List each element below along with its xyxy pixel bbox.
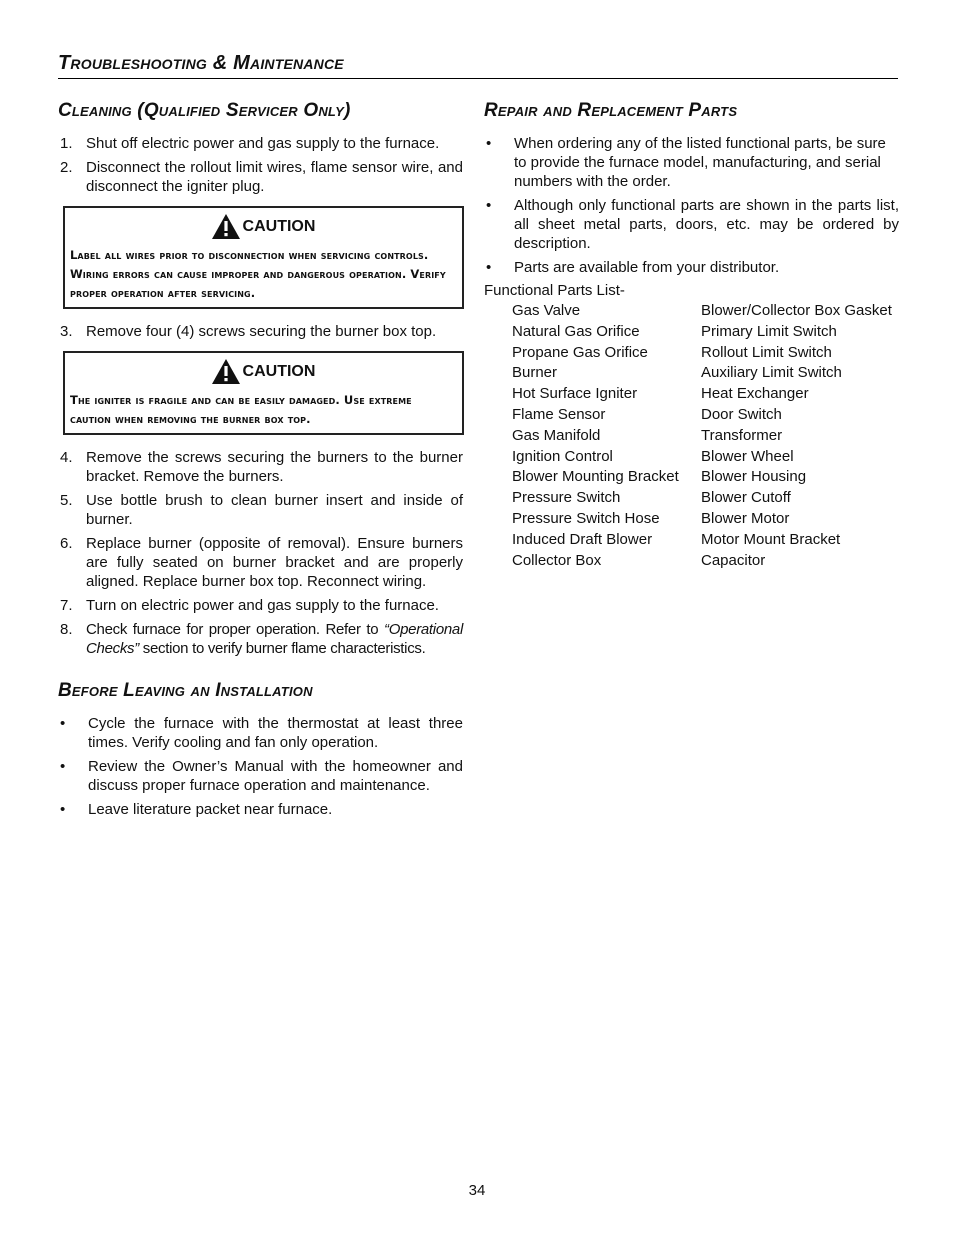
cleaning-heading: Cleaning (Qualified Servicer Only) xyxy=(58,100,351,121)
bullet-text: Cycle the furnace with the thermostat at least three times. Verify cooling and fan only operation. xyxy=(88,715,463,751)
part-item: Blower Motor xyxy=(701,509,790,527)
list-item xyxy=(58,158,463,196)
step-number: 7. xyxy=(60,597,73,614)
bullet-text: Leave literature packet near furnace. xyxy=(88,801,333,818)
part-item: Blower Mounting Bracket xyxy=(512,468,679,486)
list-item xyxy=(484,196,899,253)
step-number: 2. xyxy=(60,159,73,176)
bullet: • xyxy=(60,715,66,732)
part-item: Transformer xyxy=(701,426,783,444)
step-number: 6. xyxy=(60,535,73,552)
part-item: Blower/Collector Box Gasket xyxy=(701,302,892,319)
caution-label: CAUTION xyxy=(242,217,316,235)
bullet: • xyxy=(486,197,492,214)
part-item: Burner xyxy=(512,364,558,382)
bullet-text: When ordering any of the listed functional parts, be sure to provide the furnace model, manufacturing, and serial numbers with the order. xyxy=(514,135,886,190)
left-column xyxy=(58,100,463,824)
list-item xyxy=(58,322,463,341)
part-item: Capacitor xyxy=(701,551,766,569)
step-number: 1. xyxy=(60,135,73,152)
caution-label: CAUTION xyxy=(242,362,316,380)
part-item: Hot Surface Igniter xyxy=(512,385,638,403)
bullet-text: Parts are available from your distributor. xyxy=(514,259,780,276)
step-text: Turn on electric power and gas supply to the furnace. xyxy=(86,597,439,614)
part-item: Propane Gas Orifice xyxy=(512,343,648,361)
step-text: Replace burner (opposite of removal). Ensure burners are fully seated on burner bracket and are properly aligned. Replace burner box top. Reconnect wiring. xyxy=(86,535,463,590)
page-number: 34 xyxy=(468,1182,486,1199)
step-number: 3. xyxy=(60,323,73,340)
list-item xyxy=(58,714,463,752)
bullet: • xyxy=(486,259,492,276)
caution-box xyxy=(63,351,464,435)
list-item xyxy=(58,534,463,591)
part-item: Gas Manifold xyxy=(512,426,601,444)
bullet: • xyxy=(60,758,66,775)
step-text: Check furnace for proper operation. Refer to “Operational Checks” section to verify burner flame characteristics. xyxy=(86,621,463,657)
part-item: Primary Limit Switch xyxy=(701,322,837,340)
part-item: Rollout Limit Switch xyxy=(701,343,832,361)
list-item xyxy=(58,800,463,819)
warning-icon xyxy=(211,213,241,240)
caution-text: The igniter is fragile and can be easily damaged. Use extreme caution when removing the burner box top. xyxy=(70,393,412,426)
step-number: 4. xyxy=(60,449,73,466)
list-item xyxy=(484,134,899,191)
step-text: Remove four (4) screws securing the burner box top. xyxy=(86,323,437,340)
parts-list-title: Functional Parts List- xyxy=(484,282,625,299)
warning-icon xyxy=(211,358,241,385)
part-item: Motor Mount Bracket xyxy=(701,530,841,548)
repair-heading: Repair and Replacement Parts xyxy=(484,100,738,121)
parts-list xyxy=(512,301,899,571)
caution-text: Label all wires prior to disconnection when servicing controls. Wiring errors can cause improper and dangerous operation. Verify proper operation after servicing. xyxy=(70,248,446,300)
caution-box xyxy=(63,206,464,309)
right-column xyxy=(484,100,899,571)
part-item: Flame Sensor xyxy=(512,405,606,423)
part-item: Pressure Switch xyxy=(512,489,621,507)
list-item xyxy=(58,491,463,529)
list-item xyxy=(58,596,463,615)
part-item: Auxiliary Limit Switch xyxy=(701,364,842,382)
bullet-text: Review the Owner’s Manual with the homeowner and discuss proper furnace operation and maintenance. xyxy=(88,758,463,794)
part-item: Induced Draft Blower xyxy=(512,530,653,548)
step-text: Use bottle brush to clean burner insert and inside of burner. xyxy=(86,492,463,528)
bullet: • xyxy=(60,801,66,818)
before-leaving-heading: Before Leaving an Installation xyxy=(58,680,313,701)
list-item xyxy=(58,134,463,153)
step-text: Shut off electric power and gas supply to the furnace. xyxy=(86,135,440,152)
step-number: 5. xyxy=(60,492,73,509)
part-item: Collector Box xyxy=(512,551,602,569)
step-text: Disconnect the rollout limit wires, flame sensor wire, and disconnect the igniter plug. xyxy=(86,159,463,195)
caution-header xyxy=(70,213,456,240)
list-item xyxy=(484,258,899,277)
part-item: Door Switch xyxy=(701,405,782,423)
list-item xyxy=(58,448,463,486)
list-item xyxy=(58,620,463,658)
operational-checks-reference: “Operational Checks” xyxy=(86,621,463,657)
step-number: 8. xyxy=(60,621,73,638)
part-item: Blower Housing xyxy=(701,468,807,486)
step-text: Remove the screws securing the burners to the burner bracket. Remove the burners. xyxy=(86,449,463,485)
part-item: Heat Exchanger xyxy=(701,385,809,403)
part-item: Pressure Switch Hose xyxy=(512,509,660,527)
part-item: Natural Gas Orifice xyxy=(512,322,640,340)
part-item: Ignition Control xyxy=(512,447,613,465)
page-header: Troubleshooting & Maintenance xyxy=(58,52,898,79)
part-item: Blower Cutoff xyxy=(701,489,791,507)
bullet: • xyxy=(486,135,492,152)
part-item: Gas Valve xyxy=(512,302,581,319)
bullet-text: Although only functional parts are shown in the parts list, all sheet metal parts, doors, etc. may be ordered by description. xyxy=(514,197,899,252)
caution-header xyxy=(70,358,456,385)
part-item: Blower Wheel xyxy=(701,447,794,465)
list-item xyxy=(58,757,463,795)
